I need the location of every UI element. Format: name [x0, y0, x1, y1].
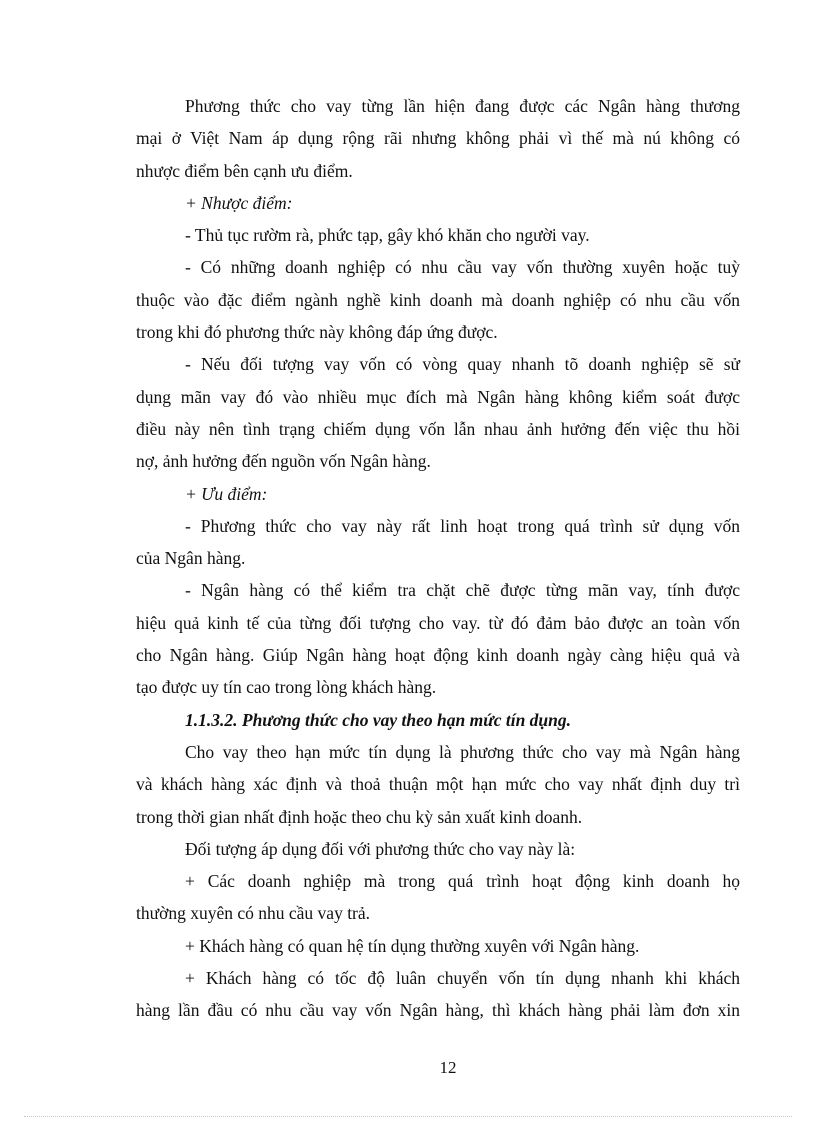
text-line: trong khi đó phương thức này không đáp ứng được. [136, 322, 498, 343]
text-line: mại ở Việt Nam áp dụng rộng rãi nhưng không phải vì thế mà nú không có [136, 128, 740, 149]
text-line: trong thời gian nhất định hoặc theo chu kỳ sản xuất kinh doanh. [136, 806, 583, 827]
section-heading: 1.1.3.2. Phương thức cho vay theo hạn mức tín dụng. [185, 709, 572, 730]
page-number: 12 [439, 1058, 457, 1077]
text-line: - Thủ tục rườm rà, phức tạp, gây khó khăn cho người vay. [185, 225, 590, 246]
text-line: của Ngân hàng. [136, 548, 246, 569]
text-line: + Khách hàng có tốc độ luân chuyển vốn tín dụng nhanh khi khách [185, 968, 740, 989]
text-line: và khách hàng xác định và thoả thuận một hạn mức cho vay nhất định duy trì [136, 774, 740, 795]
text-line: hiệu quả kinh tế của từng đối tượng cho vay. từ đó đảm bảo được an toàn vốn [136, 612, 740, 633]
text-line: thuộc vào đặc điểm ngành nghề kinh doanh mà doanh nghiệp có nhu cầu vốn [136, 289, 740, 310]
heading-disadvantages: + Nhược điểm: [185, 192, 293, 213]
text-line: + Khách hàng có quan hệ tín dụng thường xuyên với Ngân hàng. [185, 935, 640, 956]
text-line: thường xuyên có nhu cầu vay trả. [136, 903, 371, 924]
document-body [136, 90, 740, 1027]
text-line: - Nếu đối tượng vay vốn có vòng quay nhanh tõ doanh nghiệp sẽ sử [185, 354, 740, 375]
text-line: Đối tượng áp dụng đối với phương thức cho vay này là: [185, 838, 576, 859]
heading-advantages: + Ưu điểm: [185, 483, 268, 504]
text-line: nợ, ảnh hưởng đến nguồn vốn Ngân hàng. [136, 451, 431, 472]
text-line: Cho vay theo hạn mức tín dụng là phương thức cho vay mà Ngân hàng [185, 741, 740, 762]
text-line: nhược điểm bên cạnh ưu điểm. [136, 160, 353, 181]
text-line: - Ngân hàng có thể kiểm tra chặt chẽ được từng mãn vay, tính được [185, 580, 740, 601]
text-line: - Phương thức cho vay này rất linh hoạt trong quá trình sử dụng vốn [185, 515, 740, 536]
text-line: Phương thức cho vay từng lần hiện đang được các Ngân hàng thương [185, 96, 740, 116]
text-line: tạo được uy tín cao trong lòng khách hàng. [136, 677, 437, 698]
text-line: hàng lần đầu có nhu cầu vay vốn Ngân hàng, thì khách hàng phải làm đơn xin [136, 1000, 740, 1021]
text-line: cho Ngân hàng. Giúp Ngân hàng hoạt động kinh doanh ngày càng hiệu quả và [136, 645, 740, 666]
text-line: điều này nên tình trạng chiếm dụng vốn lẫn nhau ảnh hưởng đến việc thu hồi [136, 418, 740, 439]
footer-divider [24, 1116, 792, 1117]
text-line: dụng mãn vay đó vào nhiều mục đích mà Ngân hàng không kiểm soát được [136, 386, 740, 407]
text-line: + Các doanh nghiệp mà trong quá trình hoạt động kinh doanh họ [185, 871, 740, 892]
text-line: - Có những doanh nghiệp có nhu cầu vay vốn thường xuyên hoặc tuỳ [185, 257, 740, 278]
